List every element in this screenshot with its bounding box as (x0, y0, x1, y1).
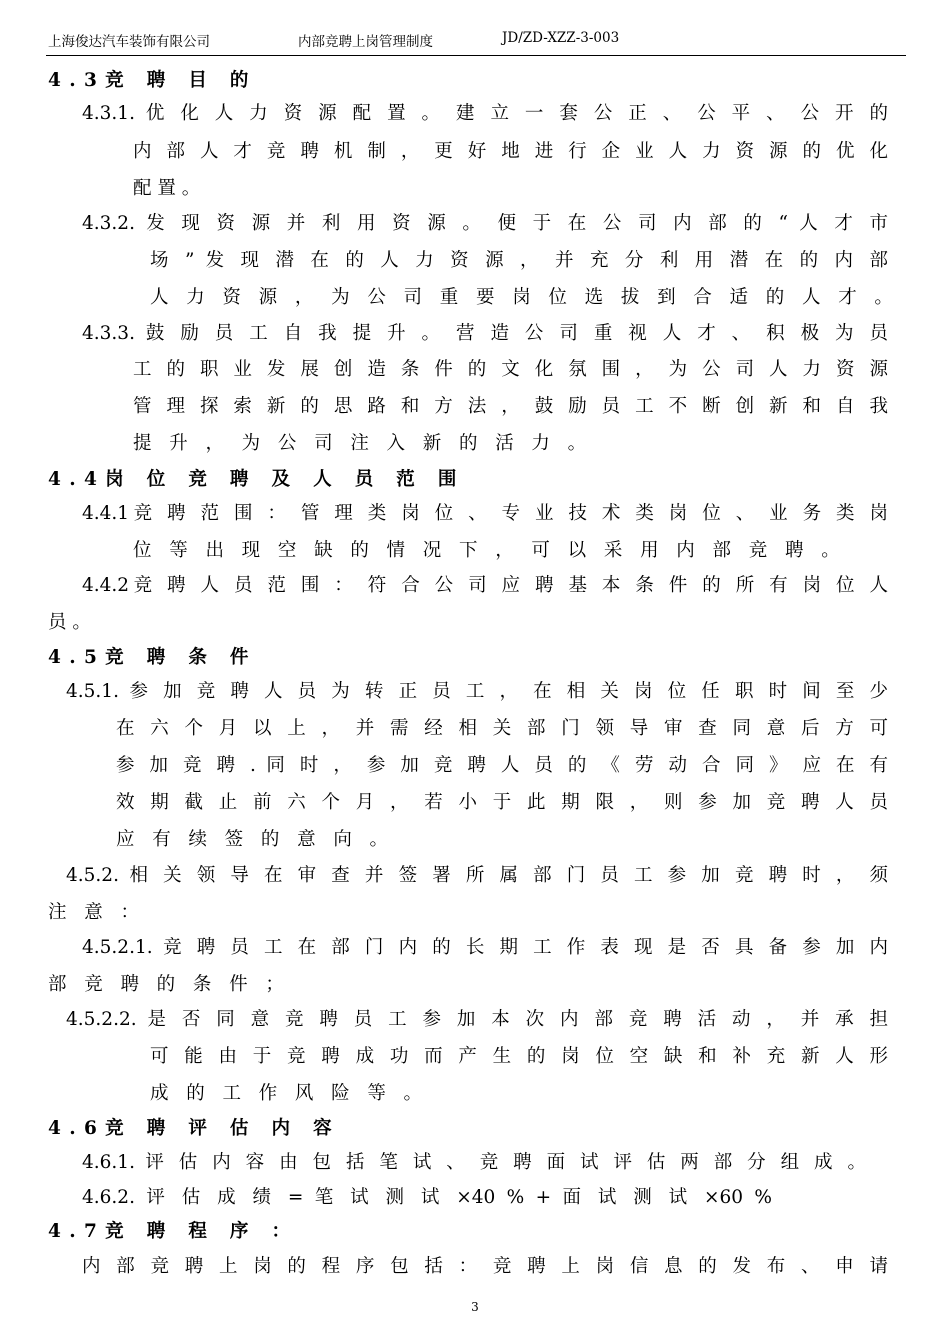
paragraph-line: 场 ” 发 现 潜 在 的 人 力 资 源 ， 并 充 分 利 用 潜 在 的 内 部 (150, 250, 888, 271)
section-heading-4-5: 4.5竞 聘 条 件 (48, 647, 257, 668)
paragraph-line: 4.4.1竞 聘 范 围 ： 管 理 类 岗 位 、 专 业 技 术 类 岗 位 、 业 务 类 岗 (82, 503, 888, 524)
paragraph-line: 4.3.2. 发 现 资 源 并 利 用 资 源 。 便 于 在 公 司 内 部 的 “ 人 才 市 (82, 213, 888, 234)
paragraph-line: 4.5.1. 参 加 竞 聘 人 员 为 转 正 员 工 ， 在 相 关 岗 位 任 职 时 间 至 少 (66, 681, 888, 702)
paragraph-line: 位 等 出 现 空 缺 的 情 况 下 ， 可 以 采 用 内 部 竞 聘 。 (133, 540, 846, 561)
paragraph-line: 4.3.1. 优 化 人 力 资 源 配 置 。 建 立 一 套 公 正 、 公 平 、 公 开 的 (82, 103, 888, 124)
paragraph-line: 效 期 截 止 前 六 个 月 ， 若 小 于 此 期 限 ， 则 参 加 竞 聘 人 员 (116, 792, 888, 813)
paragraph-line: 人 力 资 源 ， 为 公 司 重 要 岗 位 选 拔 到 合 适 的 人 才 。 (150, 287, 899, 308)
paragraph-line: 提 升 ， 为 公 司 注 入 新 的 活 力 。 (133, 433, 593, 454)
paragraph-line: 管 理 探 索 新 的 思 路 和 方 法 ， 鼓 励 员 工 不 断 创 新 和 自 我 (133, 396, 888, 417)
document-code: JD/ZD-XZZ-3-003 (502, 30, 620, 46)
paragraph-line: 员 。 (48, 612, 91, 633)
paragraph-line: 可 能 由 于 竞 聘 成 功 而 产 生 的 岗 位 空 缺 和 补 充 新 人 形 (150, 1046, 888, 1067)
paragraph-line: 参 加 竞 聘 . 同 时 ， 参 加 竞 聘 人 员 的 《 劳 动 合 同 》 应 在 有 (116, 755, 888, 776)
paragraph-line: 在 六 个 月 以 上 ， 并 需 经 相 关 部 门 领 导 审 查 同 意 后 方 可 (116, 718, 888, 739)
paragraph-line: 4.6.2. 评 估 成 绩 = 笔 试 测 试 ×40 % + 面 试 测 试 ×60 % (82, 1187, 772, 1208)
document-title: 内部竞聘上岗管理制度 (298, 34, 433, 50)
paragraph-line: 注 意 ： (48, 902, 145, 923)
section-heading-4-6: 4.6竞 聘 评 估 内 容 (48, 1118, 340, 1139)
paragraph-line: 内 部 竞 聘 上 岗 的 程 序 包 括 ： 竞 聘 上 岗 信 息 的 发 布 、 申 请 (82, 1256, 888, 1277)
paragraph-line: 4.5.2.1. 竞 聘 员 工 在 部 门 内 的 长 期 工 作 表 现 是 否 具 备 参 加 内 (82, 937, 888, 958)
paragraph-line: 4.5.2. 相 关 领 导 在 审 查 并 签 署 所 属 部 门 员 工 参 加 竞 聘 时 ， 须 (66, 865, 888, 886)
paragraph-line: 4.5.2.2. 是 否 同 意 竞 聘 员 工 参 加 本 次 内 部 竞 聘 活 动 ， 并 承 担 (66, 1009, 888, 1030)
paragraph-line: 内 部 人 才 竞 聘 机 制 ， 更 好 地 进 行 企 业 人 力 资 源 的 优 化 (133, 141, 888, 162)
paragraph-line: 4.4.2竞 聘 人 员 范 围 ： 符 合 公 司 应 聘 基 本 条 件 的 所 有 岗 位 人 (82, 575, 888, 596)
paragraph-line: 4.3.3. 鼓 励 员 工 自 我 提 升 。 营 造 公 司 重 视 人 才 、 积 极 为 员 (82, 323, 888, 344)
section-heading-4-4: 4.4岗 位 竞 聘 及 人 员 范 围 (48, 469, 465, 490)
paragraph-line: 配 置 。 (133, 178, 201, 199)
paragraph-line: 部 竞 聘 的 条 件 ； (48, 974, 290, 995)
paragraph-line: 成 的 工 作 风 险 等 。 (150, 1083, 428, 1104)
company-name: 上海俊达汽车装饰有限公司 (48, 34, 210, 50)
section-heading-4-7: 4.7竞 聘 程 序 ： (48, 1221, 299, 1242)
paragraph-line: 应 有 续 签 的 意 向 。 (116, 829, 394, 850)
page-number: 3 (471, 1300, 479, 1314)
paragraph-line: 4.6.1. 评 估 内 容 由 包 括 笔 试 、 竞 聘 面 试 评 估 两 部 分 组 成 。 (82, 1152, 866, 1173)
section-heading-4-3: 4.3竞 聘 目 的 (48, 70, 257, 91)
paragraph-line: 工 的 职 业 发 展 创 造 条 件 的 文 化 氛 围 ， 为 公 司 人 力 资 源 (133, 359, 888, 380)
